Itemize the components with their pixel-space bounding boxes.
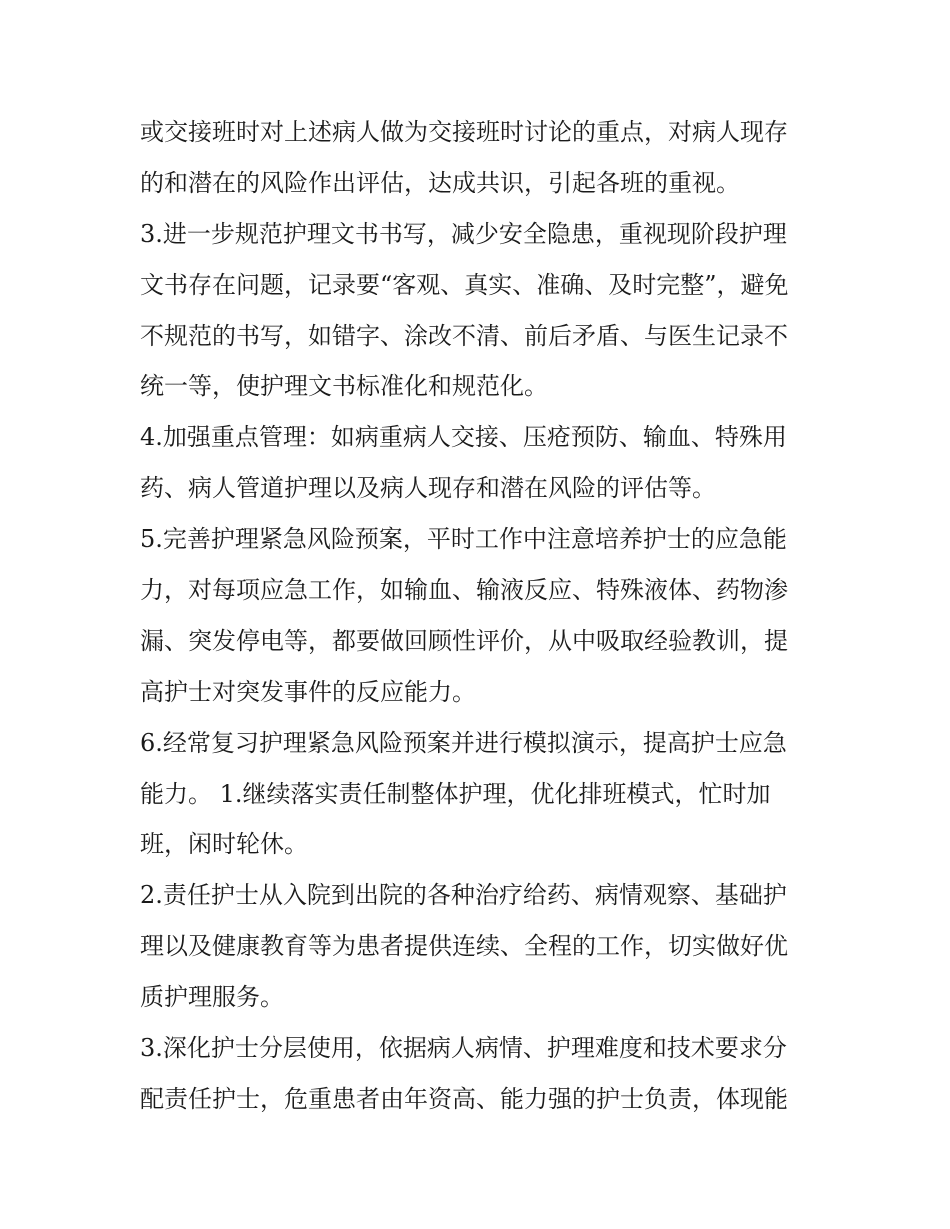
text-line: 质护理服务。 [140,983,284,1012]
text-line: 理以及健康教育等为患者提供连续、全程的工作，切实做好优 [140,932,788,961]
text-line: 5.完善护理紧急风险预案，平时工作中注意培养护士的应急能 [140,525,787,554]
text-line: 2.责任护士从入院到出院的各种治疗给药、病情观察、基础护 [140,881,787,910]
text-line: 力，对每项应急工作，如输血、输液反应、特殊液体、药物渗 [140,576,788,605]
text-line: 文书存在问题，记录要“客观、真实、准确、及时完整”，避免 [140,270,789,299]
text-line: 漏、突发停电等，都要做回顾性评价，从中吸取经验教训，提 [140,626,788,655]
text-line: 6.经常复习护理紧急风险预案并进行模拟演示，提高护士应急 [140,728,787,757]
text-line: 药、病人管道护理以及病人现存和潜在风险的评估等。 [140,474,716,503]
text-line: 班，闲时轮休。 [140,830,308,859]
text-line: 能力。 1.继续落实责任制整体护理，优化排班模式，忙时加 [140,779,771,808]
text-line: 4.加强重点管理：如病重病人交接、压疮预防、输血、特殊用 [140,423,787,452]
text-line: 配责任护士，危重患者由年资高、能力强的护士负责，体现能 [140,1084,788,1113]
text-line: 高护士对突发事件的反应能力。 [140,677,476,706]
text-line: 统一等，使护理文书标准化和规范化。 [140,372,548,401]
text-line: 不规范的书写，如错字、涂改不清、前后矛盾、与医生记录不 [140,321,788,350]
text-line: 3.深化护士分层使用，依据病人病情、护理难度和技术要求分 [140,1034,787,1063]
document-body [140,107,820,1125]
text-line: 3.进一步规范护理文书书写，减少安全隐患，重视现阶段护理 [140,219,787,248]
text-line: 或交接班时对上述病人做为交接班时讨论的重点，对病人现存 [140,118,788,146]
text-line: 的和潜在的风险作出评估，达成共识，引起各班的重视。 [140,168,740,197]
